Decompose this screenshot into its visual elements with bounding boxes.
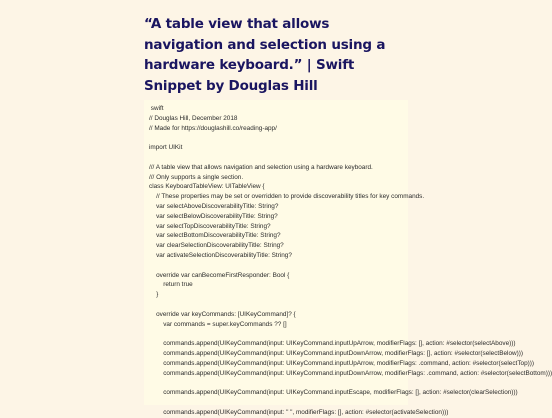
- code-line: import UIKit: [149, 144, 183, 152]
- code-line: var selectAboveDiscoverabilityTitle: String?: [149, 202, 279, 210]
- code-line: commands.append(UIKeyCommand(input: UIKeyCommand.inputUpArrow, modifierFlags: .command, action: #selector(selectTop))): [149, 359, 535, 367]
- code-line: // Made for https://douglashill.co/reading-app/: [149, 124, 277, 132]
- code-line: var selectTopDiscoverabilityTitle: String?: [149, 222, 271, 230]
- code-block: [144, 100, 552, 416]
- code-line: override var keyCommands: [UIKeyCommand]? {: [149, 310, 296, 318]
- code-line: commands.append(UIKeyCommand(input: UIKeyCommand.inputDownArrow, modifierFlags: .command, action: #selector(selectBottom))): [149, 369, 552, 377]
- code-line: var activateSelectionDiscoverabilityTitle: String?: [149, 251, 292, 259]
- code-line: return true: [149, 281, 193, 289]
- page-title: “A table view that allows navigation and selection using a hardware keyboard.” | Swift Snippet by Douglas Hill: [144, 16, 386, 94]
- code-line: [149, 261, 408, 271]
- code-line: [149, 378, 408, 388]
- code-line: // Douglas Hill, December 2018: [149, 114, 238, 122]
- code-line: [149, 398, 408, 408]
- code-line: commands.append(UIKeyCommand(input: UIKeyCommand.inputUpArrow, modifierFlags: [], action: #selector(selectAbove))): [149, 340, 516, 348]
- code-line: [149, 133, 408, 143]
- code-line: [149, 300, 408, 310]
- code-line: [149, 153, 408, 163]
- code-line: class KeyboardTableView: UITableView {: [149, 183, 265, 191]
- code-line: }: [149, 291, 159, 299]
- code-line: /// Only supports a single section.: [149, 173, 244, 181]
- code-line: var selectBottomDiscoverabilityTitle: String?: [149, 232, 281, 240]
- code-line: commands.append(UIKeyCommand(input: UIKeyCommand.inputDownArrow, modifierFlags: [], action: #selector(selectBelow))): [149, 349, 524, 357]
- code-line: // These properties may be set or overridden to provide discoverability titles for key commands.: [149, 193, 425, 201]
- code-line: [149, 329, 408, 339]
- code-line: var selectBelowDiscoverabilityTitle: String?: [149, 212, 278, 220]
- code-line: var commands = super.keyCommands ?? []: [149, 320, 287, 328]
- code-line: swift: [149, 105, 164, 112]
- code-line: var clearSelectionDiscoverabilityTitle: String?: [149, 242, 284, 250]
- code-line: override var canBecomeFirstResponder: Bool {: [149, 271, 290, 279]
- code-line: commands.append(UIKeyCommand(input: UIKeyCommand.inputEscape, modifierFlags: [], action: #selector(clearSelection))): [149, 389, 518, 397]
- code-line: /// A table view that allows navigation and selection using a hardware keyboard.: [149, 163, 373, 171]
- code-line: commands.append(UIKeyCommand(input: " ", modifierFlags: [], action: #selector(activateSelection))): [149, 408, 449, 416]
